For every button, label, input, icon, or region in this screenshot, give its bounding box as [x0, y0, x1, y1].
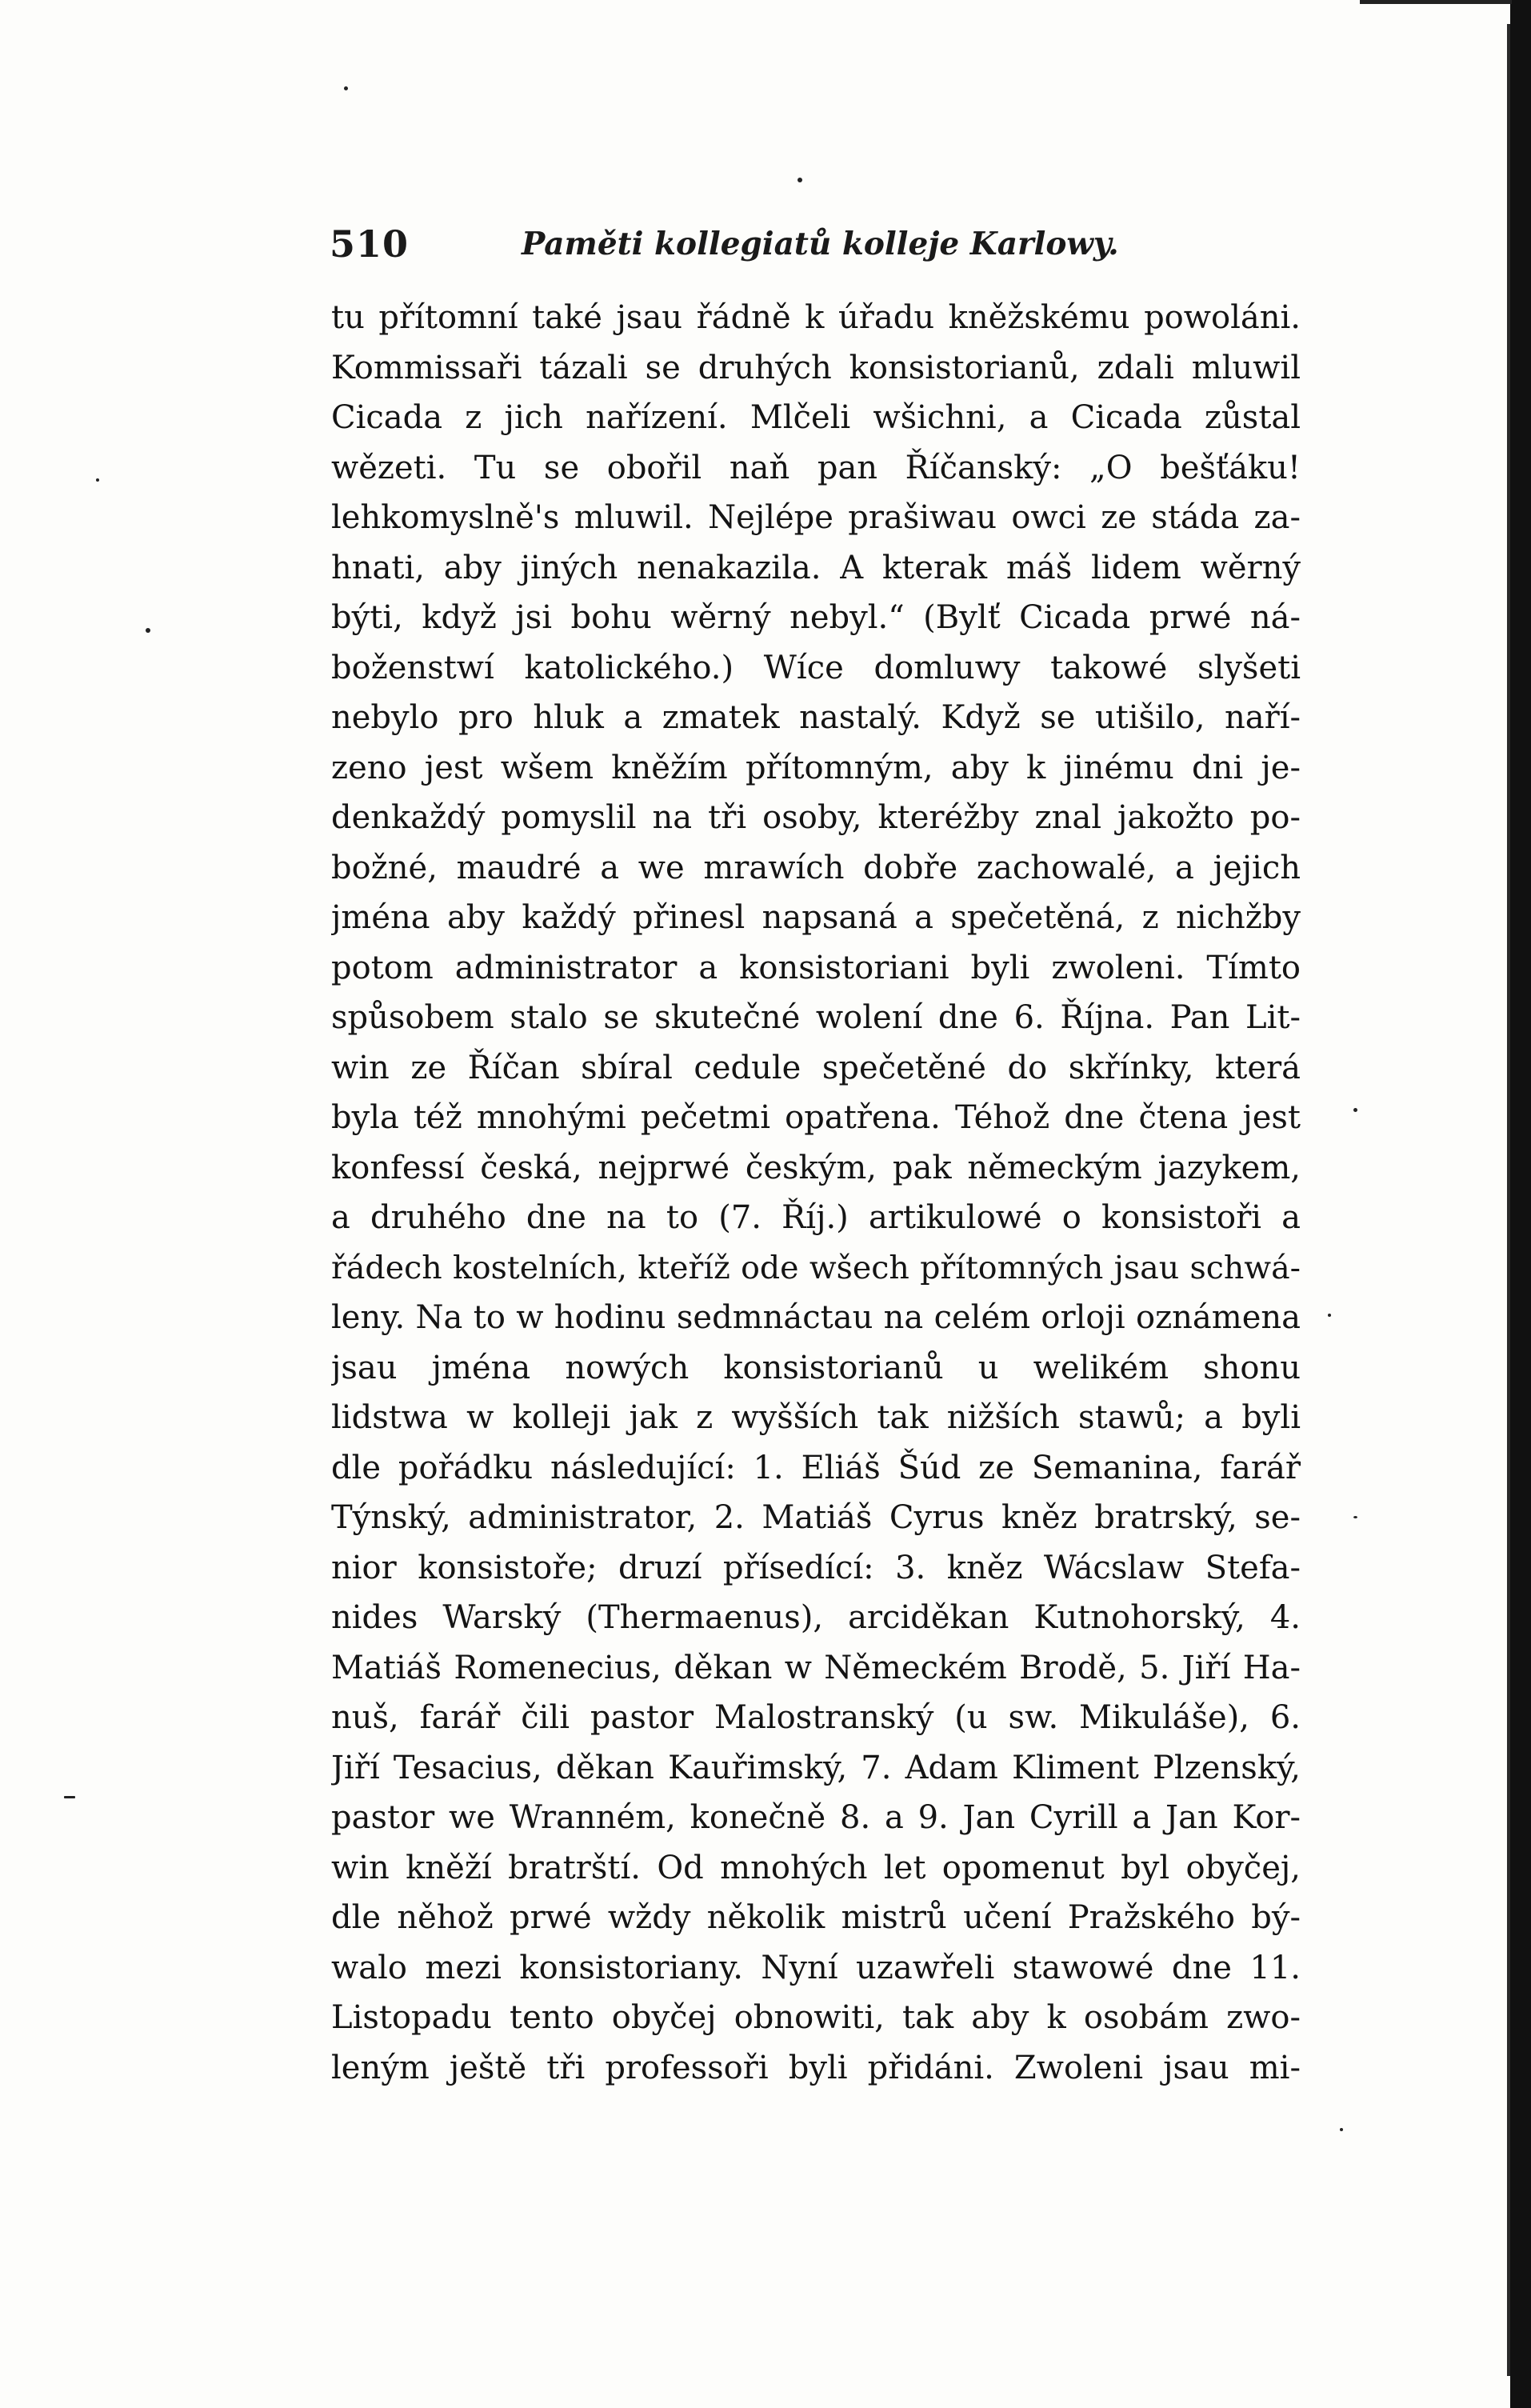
text-line: dle něhož prwé wždy několik mistrů učení Pražského bý-: [331, 1899, 1301, 1936]
scan-speck: [1353, 1108, 1357, 1112]
text-line: býti, když jsi bohu wěrný nebyl.“ (Bylť Cicada prwé ná-: [331, 599, 1301, 636]
text-line: tu přítomní také jsau řádně k úřadu kněžskému powoláni.: [331, 299, 1301, 336]
scan-speck: [797, 178, 802, 182]
text-line: Cicada z jich nařízení. Mlčeli wšichni, a Cicada zůstal: [331, 399, 1301, 436]
page-number: 510: [330, 222, 410, 266]
scan-speck: [146, 628, 150, 633]
text-line: wězeti. Tu se obořil naň pan Říčanský: „O bešťáku!: [331, 449, 1301, 486]
text-line: jsau jména nowých konsistorianů u welikém shonu: [331, 1349, 1301, 1386]
text-line: jména aby každý přinesl napsaná a spečetěná, z nichžby: [331, 899, 1301, 936]
text-line: leným ještě tři professoři byli přidáni. Zwoleni jsau mi-: [331, 2049, 1301, 2086]
text-line: byla též mnohými pečetmi opatřena. Téhož dne čtena jest: [331, 1099, 1301, 1136]
text-line: spůsobem stalo se skutečné wolení dne 6. Října. Pan Lit-: [331, 999, 1301, 1036]
scan-speck: [1353, 1516, 1357, 1518]
text-line: Kommissaři tázali se druhých konsistorianů, zdali mluwil: [331, 349, 1301, 386]
text-line: lehkomyslně's mluwil. Nejlépe prašiwau owci ze stáda za-: [331, 499, 1301, 536]
text-line: hnati, aby jiných nenakazila. A kterak máš lidem wěrný: [331, 549, 1301, 586]
page-header: [330, 222, 1305, 270]
text-line: Listopadu tento obyčej obnowiti, tak aby k osobám zwo-: [331, 1999, 1301, 2036]
text-line: leny. Na to w hodinu sedmnáctau na celém orloji oznámena: [331, 1299, 1301, 1336]
scan-speck: [1340, 2128, 1343, 2131]
text-line: lidstwa w kolleji jak z wyšších tak nižších stawů; a byli: [331, 1399, 1301, 1436]
text-line: Jiří Tesacius, děkan Kauřimský, 7. Adam Kliment Plzenský,: [331, 1749, 1301, 1786]
scan-speck: [1328, 1314, 1331, 1317]
text-line: walo mezi konsistoriany. Nyní uzawřeli stawowé dne 11.: [331, 1949, 1301, 1986]
running-title: Paměti kollegiatů kolleje Karlowy.: [522, 226, 1119, 262]
body-text: [331, 293, 1301, 2093]
text-line: Týnský, administrator, 2. Matiáš Cyrus kněz bratrský, se-: [331, 1499, 1301, 1536]
scan-speck: [64, 1796, 75, 1798]
text-line: win kněží bratrští. Od mnohých let opomenut byl obyčej,: [331, 1849, 1301, 1886]
page-edge-line: [1507, 24, 1510, 2376]
text-line: win ze Říčan sbíral cedule spečetěné do skřínky, která: [331, 1049, 1301, 1086]
page-edge-shadow: [1510, 0, 1531, 2408]
text-line: řádech kostelních, kteříž ode wšech přítomných jsau schwá-: [331, 1249, 1301, 1286]
text-line: boženstwí katolického.) Wíce domluwy takowé slyšeti: [331, 649, 1301, 686]
text-line: Matiáš Romenecius, děkan w Německém Brodě, 5. Jiří Ha-: [331, 1649, 1301, 1686]
text-line: nuš, farář čili pastor Malostranský (u sw. Mikuláše), 6.: [331, 1699, 1301, 1736]
text-line: pastor we Wranném, konečně 8. a 9. Jan Cyrill a Jan Kor-: [331, 1799, 1301, 1836]
text-line: denkaždý pomyslil na tři osoby, kteréžby znal jakožto po-: [331, 799, 1301, 836]
scan-speck: [344, 86, 348, 90]
text-line: nebylo pro hluk a zmatek nastalý. Když se utišilo, naří-: [331, 699, 1301, 736]
text-line: zeno jest wšem kněžím přítomným, aby k jinému dni je-: [331, 749, 1301, 786]
text-line: nides Warský (Thermaenus), arciděkan Kutnohorský, 4.: [331, 1599, 1301, 1636]
text-line: potom administrator a konsistoriani byli zwoleni. Tímto: [331, 949, 1301, 986]
text-line: nior konsistoře; druzí přísedící: 3. kněz Wácslaw Stefa-: [331, 1549, 1301, 1586]
scan-border: [1360, 0, 1512, 4]
text-line: božné, maudré a we mrawích dobře zachowalé, a jejich: [331, 849, 1301, 886]
text-line: konfessí česká, nejprwé českým, pak německým jazykem,: [331, 1149, 1301, 1186]
text-line: dle pořádku následující: 1. Eliáš Šúd ze Semanina, farář: [331, 1449, 1301, 1486]
scan-speck: [96, 478, 99, 482]
text-line: a druhého dne na to (7. Říj.) artikulowé o konsistoři a: [331, 1199, 1301, 1236]
